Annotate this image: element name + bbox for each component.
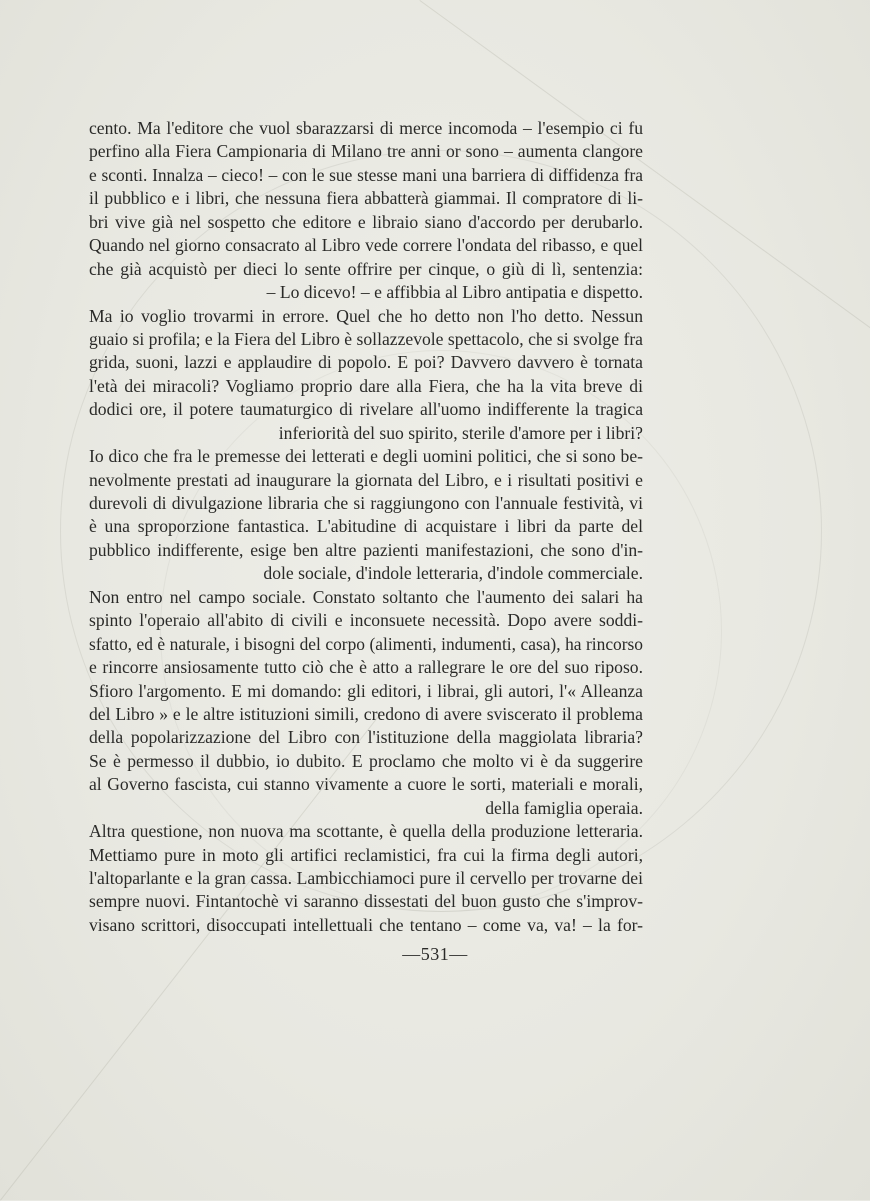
text-line: nevolmente prestati ad inaugurare la giornata del Libro, e i risultati positivi e bbox=[89, 469, 643, 490]
text-line: del Libro » e le altre istituzioni simili, credono di avere sviscerato il problema bbox=[89, 703, 643, 724]
text-line: spinto l'operaio all'abito di civili e inconsuete necessità. Dopo avere soddi- bbox=[89, 610, 643, 631]
text-line: visano scrittori, disoccupati intellettuali che tentano – come va, va! – la for- bbox=[89, 914, 643, 935]
text-line: l'età dei miracoli? Vogliamo proprio dare alla Fiera, che ha la vita breve di bbox=[89, 375, 643, 396]
text-line: Mettiamo pure in moto gli artifici reclamistici, fra cui la firma degli autori, bbox=[89, 844, 643, 865]
text-line: Sfioro l'argomento. E mi domando: gli editori, i librai, gli autori, l'« Alleanza bbox=[89, 680, 643, 701]
text-line: e sconti. Innalza – cieco! – con le sue stesse mani una barriera di diffidenza fra bbox=[89, 164, 643, 185]
text-line: Non entro nel campo sociale. Constato soltanto che l'aumento dei salari ha bbox=[89, 586, 643, 607]
body-text bbox=[89, 117, 643, 937]
text-line: il pubblico e i libri, che nessuna fiera abbatterà giammai. Il compratore di li- bbox=[89, 188, 643, 209]
text-line: al Governo fascista, cui stanno vivamente a cuore le sorti, materiali e morali, bbox=[89, 774, 643, 795]
paragraph-end-line: – Lo dicevo! – e affibbia al Libro antipatia e dispetto. bbox=[266, 282, 643, 303]
text-line: Ma io voglio trovarmi in errore. Quel che ho detto non l'ho detto. Nessun bbox=[89, 305, 643, 326]
text-line: grida, suoni, lazzi e applaudire di popolo. E poi? Davvero davvero è tornata bbox=[89, 352, 643, 373]
text-line: perfino alla Fiera Campionaria di Milano tre anni or sono – aumenta clangore bbox=[89, 141, 643, 162]
text-line: Io dico che fra le premesse dei letterati e degli uomini politici, che si sono be- bbox=[89, 446, 643, 467]
paragraph-end-line: dole sociale, d'indole letteraria, d'indole commerciale. bbox=[263, 563, 643, 584]
text-line: sfatto, ed è naturale, i bisogni del corpo (alimenti, indumenti, casa), ha rincorso bbox=[89, 633, 643, 654]
text-line: bri vive già nel sospetto che editore e libraio siano d'accordo per derubarlo. bbox=[89, 211, 643, 232]
text-line: della popolarizzazione del Libro con l'istituzione della maggiolata libraria? bbox=[89, 727, 643, 748]
text-line: dodici ore, il potere taumaturgico di rivelare all'uomo indifferente la tragica bbox=[89, 399, 643, 420]
text-line: guaio si profila; e la Fiera del Libro è sollazzevole spettacolo, che si svolge fra bbox=[89, 328, 643, 349]
text-line: pubblico indifferente, esige ben altre pazienti manifestazioni, che sono d'in- bbox=[89, 539, 643, 560]
text-line: che già acquistò per dieci lo sente offrire per cinque, o giù di lì, sentenzia: bbox=[89, 258, 643, 279]
text-line: e rincorre ansiosamente tutto ciò che è atto a rallegrare le ore del suo riposo. bbox=[89, 657, 643, 678]
text-line: l'altoparlante e la gran cassa. Lambicchiamoci pure il cervello per trovarne dei bbox=[89, 868, 643, 888]
text-line: Se è permesso il dubbio, io dubito. E proclamo che molto vi è da suggerire bbox=[89, 750, 643, 771]
paragraph-end-line: della famiglia operaia. bbox=[485, 797, 643, 818]
paragraph-end-line: inferiorità del suo spirito, sterile d'amore per i libri? bbox=[278, 422, 643, 443]
page-number: —531— bbox=[402, 944, 468, 964]
text-line: Quando nel giorno consacrato al Libro vede correre l'ondata del ribasso, e quel bbox=[89, 235, 643, 256]
text-line: Altra questione, non nuova ma scottante, è quella della produzione letteraria. bbox=[89, 821, 643, 842]
text-line: è una sproporzione fantastica. L'abitudine di acquistare i libri da parte del bbox=[89, 516, 643, 537]
text-line: durevoli di divulgazione libraria che si raggiungono con l'annuale festività, vi bbox=[89, 493, 643, 513]
text-line: cento. Ma l'editore che vuol sbarazzarsi di merce incomoda – l'esempio ci fu bbox=[89, 118, 643, 138]
text-line: sempre nuovi. Fintantochè vi saranno dissestati del buon gusto che s'improv- bbox=[89, 891, 643, 912]
